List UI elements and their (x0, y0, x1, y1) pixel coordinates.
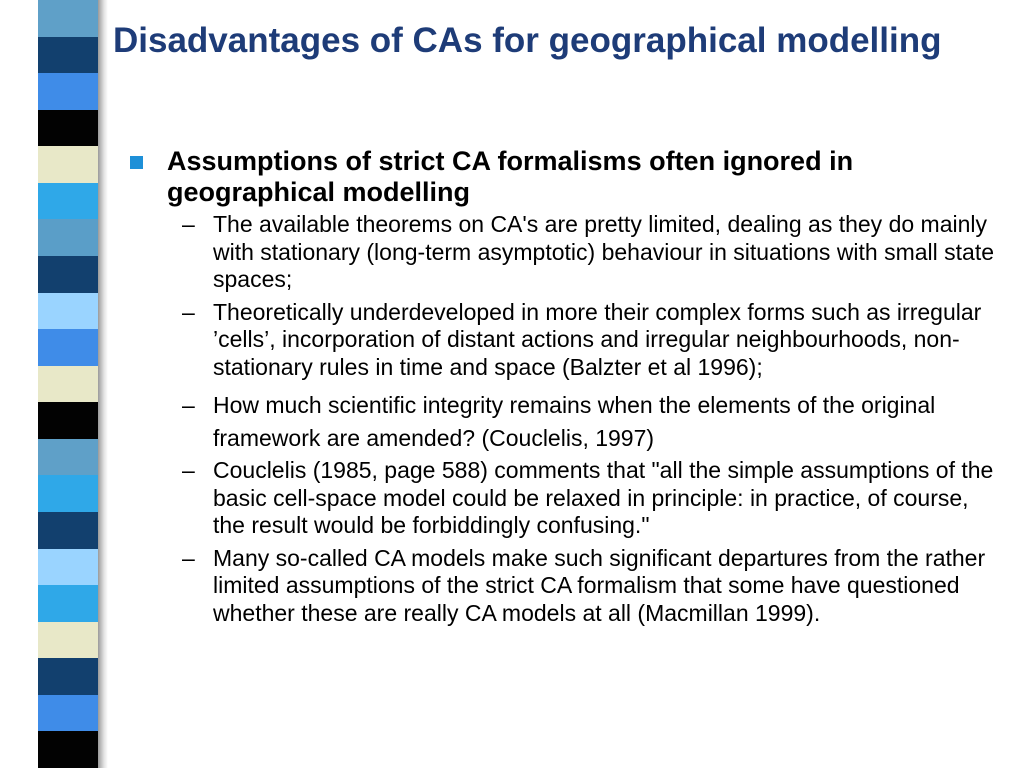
stripe-block (38, 37, 98, 74)
dash-icon: – (182, 392, 195, 418)
sub-bullet-text: How much scientific integrity remains when the elements of the original framework are amended? (Couclelis, 1997) (213, 392, 936, 451)
sub-bullet-item (182, 545, 1000, 628)
sub-bullet-item (182, 457, 1000, 540)
dash-icon: – (182, 211, 195, 237)
sub-bullet-text: The available theorems on CA's are pretty limited, dealing as they do mainly with stationary (long-term asymptotic) behaviour in situations with small state spaces; (213, 211, 995, 292)
stripe-block (38, 731, 98, 768)
stripe-block (38, 402, 98, 439)
stripe-block (38, 0, 98, 37)
stripe-block (38, 512, 98, 549)
stripe-block (38, 329, 98, 366)
stripe-block (38, 183, 98, 220)
sub-bullet-text: Many so-called CA models make such significant departures from the rather limited assumptions of the strict CA formalism that some have questioned whether these are really CA models at all (Macmillan 1999). (213, 544, 986, 626)
stripe-block (38, 658, 98, 695)
slide-title: Disadvantages of CAs for geographical modelling (113, 21, 942, 60)
stripe-block (38, 549, 98, 586)
sub-bullet-list (130, 211, 1000, 627)
stripe-block (38, 622, 98, 659)
sub-bullet-item (182, 299, 1000, 382)
decorative-stripe (38, 0, 98, 768)
sub-bullet-text: Theoretically underdeveloped in more their complex forms such as irregular ’cells’, incorporation of distant actions and irregular neighbourhoods, non-stationary rules in time and space (Balzter et al 1996); (213, 298, 982, 380)
stripe-block (38, 293, 98, 330)
bullet-item (130, 146, 1000, 208)
dash-icon: – (182, 457, 195, 483)
sub-bullet-text: Couclelis (1985, page 588) comments that "all the simple assumptions of the basic cell-space model could be relaxed in principle: in practice, of course, the result would be forbiddingly confusing." (213, 457, 994, 538)
stripe-block (38, 695, 98, 732)
stripe-block (38, 439, 98, 476)
square-bullet-icon (130, 156, 143, 169)
dash-icon: – (182, 298, 195, 325)
stripe-block (38, 146, 98, 183)
stripe-block (38, 219, 98, 256)
stripe-block (38, 366, 98, 403)
dash-icon: – (182, 544, 195, 571)
bullet-text: Assumptions of strict CA formalisms often ignored in geographical modelling (167, 146, 854, 207)
stripe-block (38, 110, 98, 147)
stripe-block (38, 475, 98, 512)
stripe-block (38, 256, 98, 293)
stripe-shadow (98, 0, 108, 768)
stripe-block (38, 585, 98, 622)
stripe-block (38, 73, 98, 110)
sub-bullet-item (182, 211, 1000, 294)
sub-bullet-item (182, 389, 1000, 455)
slide-content (130, 146, 1000, 632)
